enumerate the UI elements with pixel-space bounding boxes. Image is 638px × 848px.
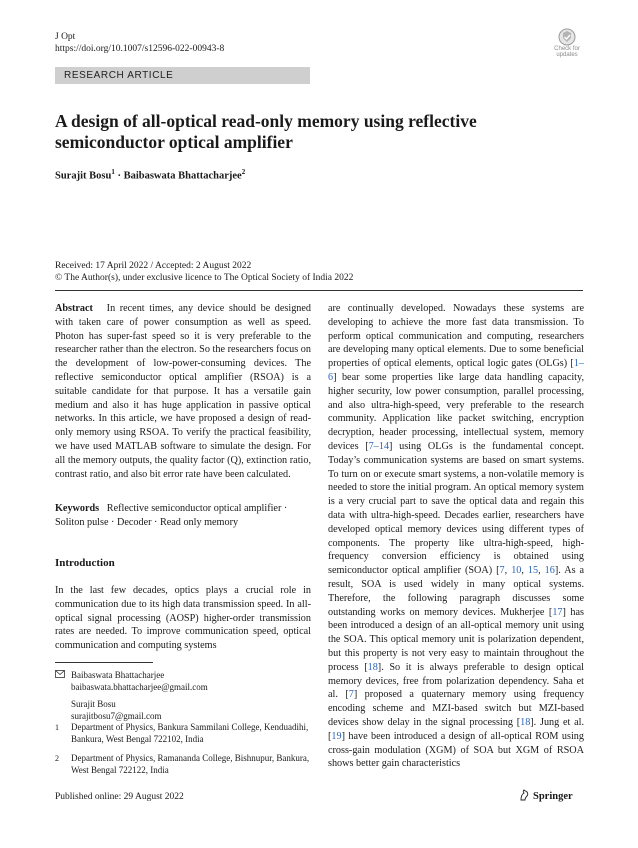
corresponding-author-name: Baibaswata Bhattacharjee [71, 670, 165, 680]
citation-link[interactable]: 18 [520, 716, 531, 728]
citation-link[interactable]: 16 [544, 565, 555, 577]
author-list [55, 166, 245, 183]
author-footnote-email[interactable]: surajitbosu7@gmail.com [71, 710, 162, 721]
introduction-text [55, 584, 311, 653]
envelope-icon [55, 670, 69, 682]
citation-link[interactable]: 7 [348, 689, 354, 701]
corresponding-author-email[interactable]: baibaswata.bhattacharjee@gmail.com [71, 681, 208, 692]
check-updates-icon [558, 28, 576, 46]
author-name[interactable]: Surajit Bosu [55, 170, 112, 182]
affiliation-1-footnote [55, 722, 311, 745]
section-divider [55, 290, 583, 291]
check-for-updates-badge[interactable] [552, 28, 582, 60]
affiliation-number: 1 [55, 723, 59, 732]
author-name[interactable]: Baibaswata Bhattacharjee [123, 170, 242, 182]
text-run: ] bear some properties like large data handling capacity, higher security, low power consumption, parallel processing, and also ultra-high-speed, very preferable to the research community. Application like packet switching, encryption decryption, header processing, intellectual system, memory devices [ [328, 371, 584, 452]
citation-link[interactable]: 7 [499, 565, 505, 577]
affiliation-2-footnote [55, 753, 311, 776]
abstract-label: Abstract [55, 303, 93, 314]
check-updates-label-2: updates [556, 52, 578, 58]
article-history [55, 260, 353, 284]
citation-link[interactable]: 18 [367, 661, 378, 673]
citation-link[interactable]: 10 [511, 565, 522, 577]
keywords-label: Keywords [55, 503, 100, 514]
text-run: ] proposed a quaternary memory using frequency encoding scheme and MZI-based switch but MZI-based devices show delay in the signal processing [ [328, 689, 584, 728]
text-run: ] have been introduced a design of all-optical ROM using cross-gain modulation (XGM) of SOA but XGM of RSOA shows better gain characteristics [328, 730, 584, 770]
abstract-text: In recent times, any device should be designed with taken care of power consumption as well as speed. Photon has super-fast speed so it is very preferable to the researcher rather than the electron. So the researchers focus on the development of low-power-consuming devices. The reflective semiconductor optical amplifier (RSOA) is a suitable candidate for that purpose. It has a versatile gain medium and also it has huge application in passive optical networks. In this article, we have proposed a design of read-only memory using RSOA. To verify the practical feasibility, we have used MATLAB software to simulate the design. For all the memory outputs, the quality factor (Q), extinction ratio, contrast ratio, and also bit error rate have been calculated. [55, 303, 312, 480]
citation-link[interactable]: 1–6 [328, 358, 584, 383]
affiliation-marker: 1 [111, 168, 115, 176]
introduction-paragraph: In the last few decades, optics plays a crucial role in communication due to its high data transmission speed. In all-optical signal processing (AOSP) higher-order transmission rates are needed. To improve communication speed, optical communication and computing systems [55, 585, 311, 652]
abstract [55, 302, 311, 481]
affiliation-text: Department of Physics, Ramananda College, Bishnupur, Bankura, West Bengal 722122, India [71, 753, 310, 775]
footnote-rule [55, 662, 153, 663]
received-accepted-dates: Received: 17 April 2022 / Accepted: 2 August 2022 [55, 261, 252, 271]
body-paragraph: are continually developed. Nowadays these systems are developing to achieve the more fast data transmission. To perform optical communication and computing, researchers are developing many optical elements. Due to some beneficial properties of optical elements, optical logic gates (OLGs) [1–6] bear some properties like large data handling capacity, higher security, low power consumption, parallel processing, and also ultra-high-speed, very preferable to the research community. Application like packet switching, encryption decryption, header processing, intellectual system, memory devices [7–14] using OLGs is the fundamental concept. Today’s communication systems are based on smart systems. To turn on or execute smart systems, a non-volatile memory is needed to store the initial program. An optical memory system is a very crucial part to save the optical data and regain this data with ultra-high-speed. Decades earlier, researchers have developed optical memory devices using different types of components. The property like ultra-high-speed, high-frequency conversion efficiency is obtained using semiconductor optical amplifier (SOA) [7, 10, 15, 16]. As a result, SOA is used widely in many optical systems. Therefore, the following paragraph discusses some outstanding works on memory devices. Mukherjee [17] has been introduced a design of an all-optical memory unit using the SOA. This optical memory unit is polarization dependent, but this property is not very easy to maintain throughout the process [18]. So it is always preferable to design optical memory devices, free from polarization dependency. Saha et al. [7] proposed a quaternary memory using frequency encoding scheme and MZI-based switch but MZI-based devices show delay in the signal processing [18]. Jung et al. [19] have been introduced a design of all-optical ROM using cross-gain modulation (XGM) of SOA but XGM of RSOA shows better gain characteristics [328, 303, 585, 770]
text-run: ]. As a result, SOA is used widely in many optical systems. Therefore, the following paragraph discusses some outstanding works on memory devices. Mukherjee [ [328, 565, 585, 618]
citation-link[interactable]: 17 [552, 606, 563, 618]
section-heading-introduction: Introduction [55, 557, 115, 569]
published-online-date: Published online: 29 August 2022 [55, 792, 184, 802]
citation-link[interactable]: 15 [527, 565, 539, 577]
text-run: ] using OLGs is the fundamental concept. Today’s communication systems are based on smart systems. To turn on or execute smart systems, a non-volatile memory is needed to store the initial program. An optical memory system is a very crucial part to save the optical data and regain this data with ultra-high-speed. Decades earlier, researchers have developed optical memory devices using different types of components. The property like ultra-high-speed, high-frequency conversion efficiency is obtained using semiconductor optical amplifier (SOA) [ [328, 440, 584, 577]
copyright-notice: © The Author(s), under exclusive licence to The Optical Society of India 2022 [55, 273, 354, 283]
text-run: ]. So it is always preferable to design optical memory devices, free from polarization dependency. Saha et al. [ [328, 661, 584, 701]
check-updates-label-1: Check for [554, 46, 580, 52]
right-column-text [328, 302, 584, 771]
publisher-logo [519, 789, 573, 802]
text-run: are continually developed. Nowadays these systems are developing to achieve the more fast data transmission. To perform optical communication and computing, researchers are developing many optical elements. Due to some beneficial properties of optical elements, optical logic gates (OLGs) [ [328, 303, 584, 370]
doi-link[interactable]: https://doi.org/10.1007/s12596-022-00943-8 [55, 44, 225, 54]
springer-horse-icon [519, 789, 530, 801]
affiliation-number: 2 [55, 754, 59, 763]
affiliation-marker: 2 [241, 168, 246, 176]
keywords [55, 502, 311, 530]
citation-link[interactable]: 7–14 [368, 440, 390, 452]
citation-link[interactable]: 19 [331, 730, 342, 742]
publisher-name: Springer [533, 791, 573, 802]
text-run: ] has been introduced a design of an all-optical memory unit using the SOA. This optical memory unit is polarization dependent, but this property is not very easy to maintain throughout the process [ [328, 606, 584, 673]
author-separator: · [114, 170, 124, 182]
corresponding-author-footnote [55, 670, 311, 722]
author-footnote-name: Surajit Bosu [71, 699, 116, 709]
article-title: A design of all-optical read-only memory using reflective semiconductor optical amplifier [55, 111, 477, 152]
article-type-banner: RESEARCH ARTICLE [55, 67, 310, 84]
text-run: ]. Jung et al. [ [328, 716, 584, 742]
journal-name: J Opt [55, 32, 76, 42]
keywords-text: Reflective semiconductor optical amplifier · Soliton pulse · Decoder · Read only memory [55, 503, 288, 528]
affiliation-text: Department of Physics, Bankura Sammilani College, Kenduadihi, Bankura, West Bengal 722102, India [71, 722, 309, 744]
